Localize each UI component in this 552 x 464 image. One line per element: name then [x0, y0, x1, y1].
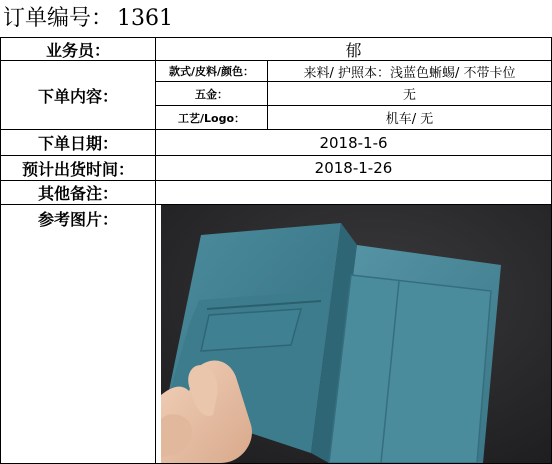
- reference-photo: [161, 205, 551, 463]
- ship-date-value: 2018-1-26: [314, 159, 393, 177]
- order-number-value: 1361: [117, 6, 174, 31]
- passport-right-pocket: [329, 275, 491, 463]
- order-number-label: 订单编号：: [3, 6, 114, 31]
- style-material-color-value: 来料/ 护照本：浅蓝色蜥蜴/ 不带卡位: [303, 65, 516, 81]
- craft-logo-label: 工艺/Logo：: [177, 111, 245, 125]
- reference-image-label: 参考图片：: [37, 209, 118, 229]
- style-material-color-label: 款式/皮料/颜色：: [168, 65, 255, 78]
- notes-value: [156, 181, 551, 204]
- craft-logo-value: 机车/ 无: [385, 112, 434, 127]
- hardware-label: 五金：: [195, 87, 228, 101]
- order-date-value: 2018-1-6: [319, 133, 388, 152]
- order-date-label: 下单日期：: [37, 134, 118, 153]
- order-title: [3, 2, 173, 36]
- ship-date-label: 预计出货时间：: [21, 159, 134, 179]
- passport-card-slot: [201, 309, 301, 351]
- salesperson-label: 业务员：: [45, 40, 110, 60]
- salesperson-value: 郁: [345, 40, 362, 60]
- notes-label: 其他备注：: [37, 184, 118, 203]
- order-content-label: 下单内容：: [37, 86, 118, 106]
- hardware-value: 无: [402, 88, 416, 103]
